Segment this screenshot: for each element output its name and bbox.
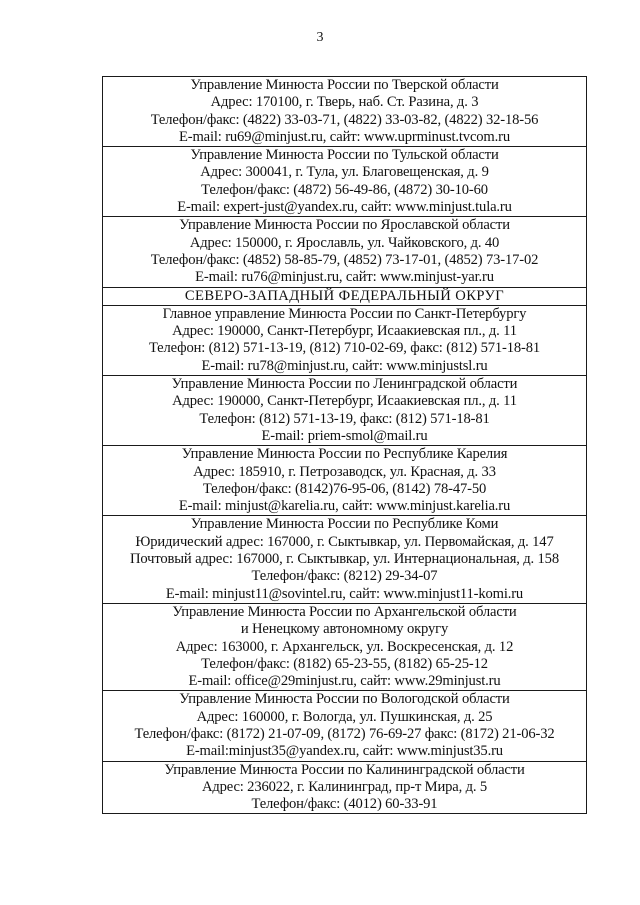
entry-email: E-mail: ru69@minjust.ru, сайт: www.uprminust.tvcom.ru [178,128,510,145]
entry-phone: Телефон: (812) 571-13-19, (812) 710-02-69, факс: (812) 571-18-81 [148,340,541,357]
entry-cell [103,376,587,446]
district-heading: СЕВЕРО-ЗАПАДНЫЙ ФЕДЕРАЛЬНЫЙ ОКРУГ [184,287,505,304]
entry-cell [103,516,587,603]
table-row [103,691,587,761]
entry-cell [103,603,587,690]
entry-title: Главное управление Минюста России по Санкт-Петербургу [162,305,527,322]
table-row [103,761,587,814]
entry-title: Управление Минюста России по Тульской области [190,147,499,164]
entry-email: E-mail:minjust35@yandex.ru, сайт: www.minjust35.ru [186,743,503,760]
entry-email: E-mail: expert-just@yandex.ru, сайт: www.minjust.tula.ru [177,199,512,216]
entry-title: Управление Минюста России по Республике Коми [190,516,499,533]
table-row [103,305,587,375]
entry-cell [103,446,587,516]
entry-address: Адрес: 300041, г. Тула, ул. Благовещенская, д. 9 [200,164,489,181]
entry-address: Адрес: 160000, г. Вологда, ул. Пушкинская, д. 25 [196,708,493,725]
entry-title: Управление Минюста России по Республике Карелия [181,446,508,463]
contacts-table-body [103,77,587,814]
entry-phone: Телефон/факс: (8212) 29-34-07 [251,568,438,585]
entry-phone: Телефон/факс: (4852) 58-85-79, (4852) 73-17-01, (4852) 73-17-02 [150,251,539,268]
table-row-district [103,287,587,305]
entry-title: Управление Минюста России по Калининградской области [164,761,525,778]
entry-title-continued: и Ненецкому автономному округу [240,621,449,638]
entry-postal-address: Почтовый адрес: 167000, г. Сыктывкар, ул. Интернациональная, д. 158 [130,551,559,568]
entry-cell [103,217,587,287]
entry-cell [103,147,587,217]
entry-title: Управление Минюста России по Тверской области [190,77,499,93]
table-row [103,446,587,516]
entry-phone: Телефон/факс: (8172) 21-07-09, (8172) 76-69-27 факс: (8172) 21-06-32 [134,725,555,742]
table-row [103,77,587,147]
entry-email: E-mail: office@29minjust.ru, сайт: www.29minjust.ru [188,673,501,690]
entry-legal-address: Юридический адрес: 167000, г. Сыктывкар, ул. Первомайская, д. 147 [135,533,554,550]
entry-email: E-mail: priem-smol@mail.ru [261,427,428,444]
entry-cell [103,691,587,761]
entry-title: Управление Минюста России по Ярославской области [179,217,510,234]
table-row [103,376,587,446]
entry-address: Адрес: 190000, Санкт-Петербург, Исаакиевская пл., д. 11 [172,393,517,410]
entry-cell [103,77,587,147]
district-cell [103,287,587,305]
entry-address: Адрес: 163000, г. Архангельск, ул. Воскресенская, д. 12 [175,638,514,655]
entry-phone: Телефон: (812) 571-13-19, факс: (812) 571-18-81 [199,410,490,427]
page-number: 3 [316,30,324,45]
entry-title: Управление Минюста России по Ленинградской области [171,376,518,393]
entry-phone: Телефон/факс: (8182) 65-23-55, (8182) 65-25-12 [201,655,488,672]
entry-title: Управление Минюста России по Вологодской области [179,691,510,708]
entry-email: E-mail: ru78@minjust.ru, сайт: www.minjustsl.ru [201,357,488,374]
entry-email: E-mail: minjust@karelia.ru, сайт: www.minjust.karelia.ru [178,498,511,515]
entry-phone: Телефон/факс: (4012) 60-33-91 [251,796,438,813]
entry-address: Адрес: 185910, г. Петрозаводск, ул. Красная, д. 33 [193,463,496,480]
entry-address: Адрес: 190000, Санкт-Петербург, Исаакиевская пл., д. 11 [172,323,517,340]
entry-email: E-mail: ru76@minjust.ru, сайт: www.minjust-yar.ru [195,269,494,286]
table-row [103,603,587,690]
entry-phone: Телефон/факс: (8142)76-95-06, (8142) 78-47-50 [202,480,487,497]
entry-address: Адрес: 236022, г. Калининград, пр-т Мира, д. 5 [201,778,488,795]
entry-address: Адрес: 150000, г. Ярославль, ул. Чайковского, д. 40 [189,234,500,251]
entry-email: E-mail: minjust11@sovintel.ru, сайт: www.minjust11-komi.ru [165,585,524,602]
entry-address: Адрес: 170100, г. Тверь, наб. Ст. Разина, д. 3 [210,94,479,111]
contacts-table [102,76,587,814]
table-row [103,217,587,287]
entry-cell [103,305,587,375]
entry-cell [103,761,587,814]
entry-phone: Телефон/факс: (4822) 33-03-71, (4822) 33-03-82, (4822) 32-18-56 [150,111,539,128]
entry-title: Управление Минюста России по Архангельской области [172,603,517,620]
table-row [103,147,587,217]
entry-phone: Телефон/факс: (4872) 56-49-86, (4872) 30-10-60 [201,181,488,198]
table-row [103,516,587,603]
